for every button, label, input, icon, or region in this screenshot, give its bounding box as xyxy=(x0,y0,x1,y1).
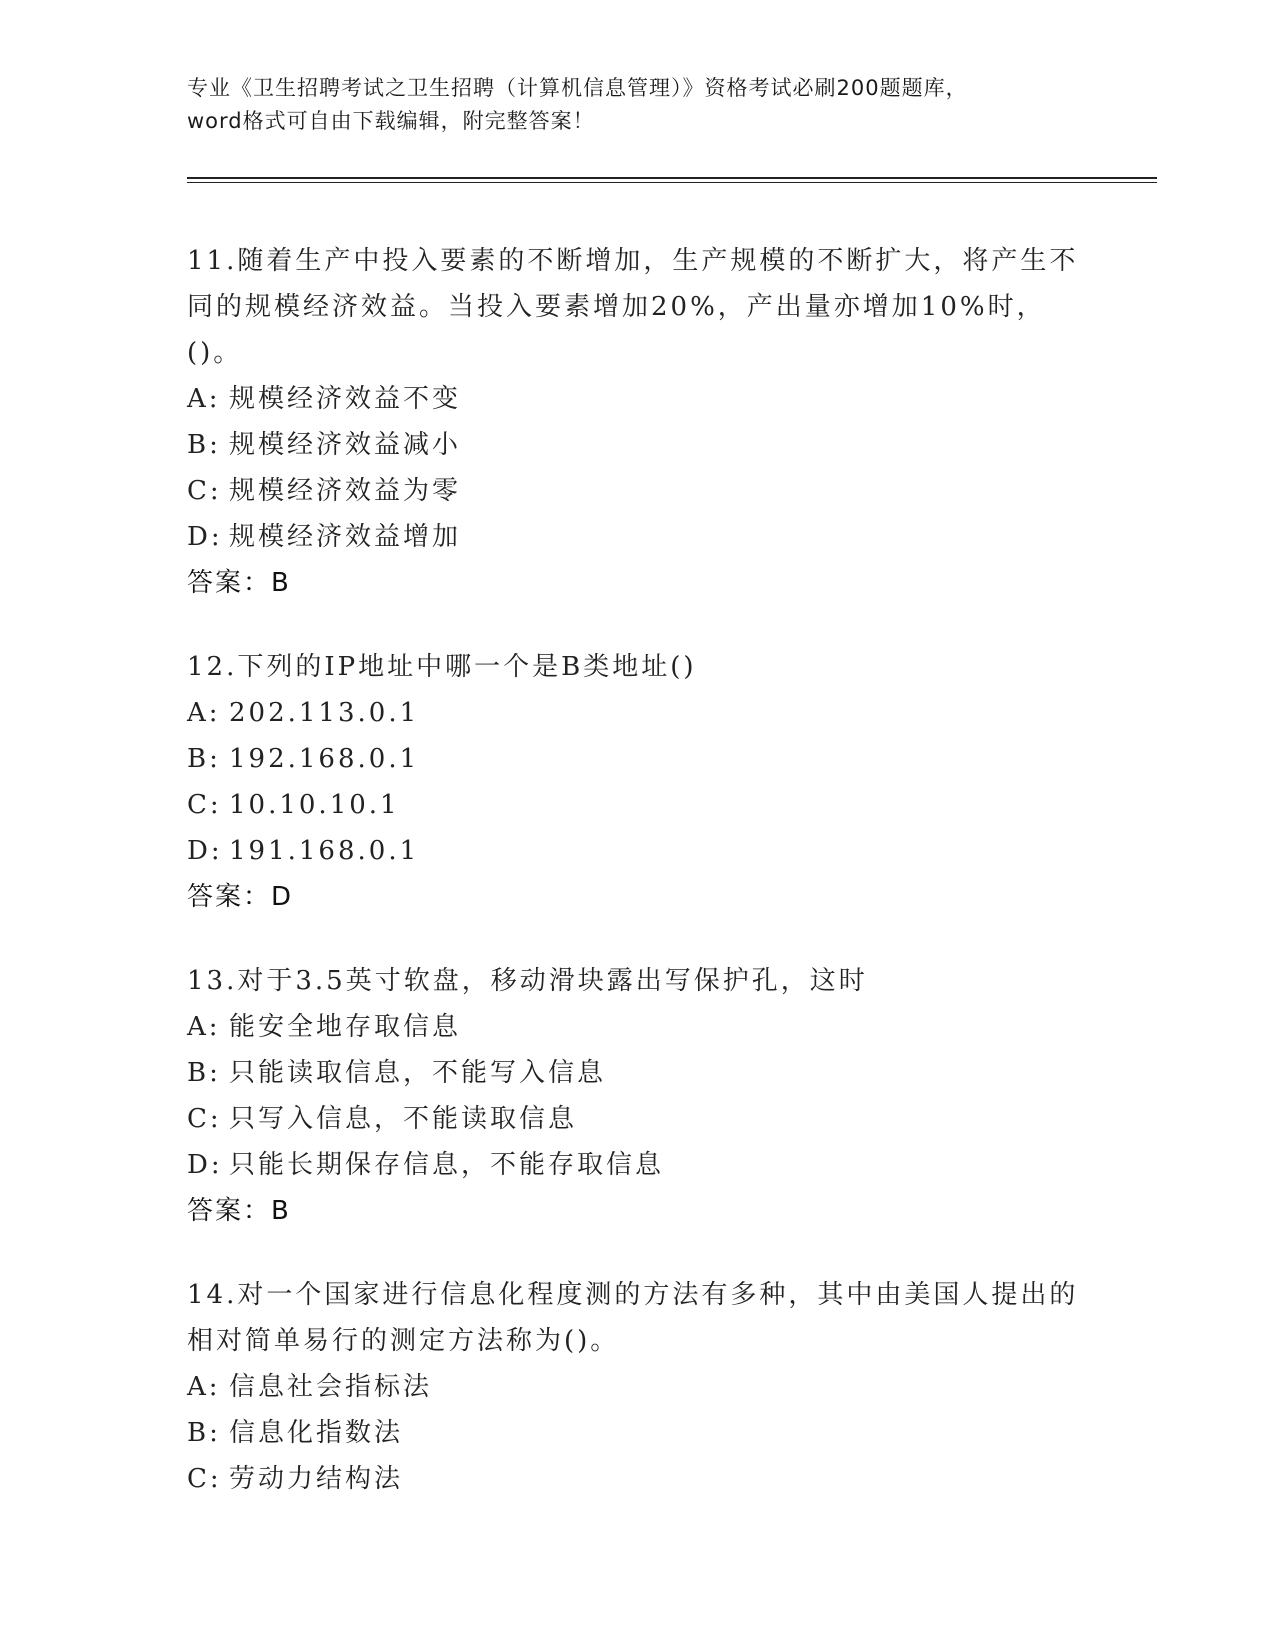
question-list xyxy=(187,238,1087,1540)
answer-line: 答案：B xyxy=(187,1196,291,1226)
option-text: 规模经济效益增加 xyxy=(229,522,462,552)
header-line-1: 专业《卫生招聘考试之卫生招聘（计算机信息管理）》资格考试必刷200题题库， xyxy=(187,76,968,100)
document-header xyxy=(187,72,1087,138)
option-text: 信息社会指标法 xyxy=(229,1372,433,1402)
option-label: C: xyxy=(187,1464,222,1494)
option-label: C: xyxy=(187,1104,222,1134)
option-label: A: xyxy=(187,1372,221,1402)
option-text: 只能长期保存信息，不能存取信息 xyxy=(229,1150,665,1180)
option-text: 只能读取信息，不能写入信息 xyxy=(229,1058,607,1088)
option-b xyxy=(187,422,1087,468)
question-stem-line: 12.下列的IP地址中哪一个是B类地址() xyxy=(187,652,697,682)
option-d xyxy=(187,1142,1087,1188)
option-text: 劳动力结构法 xyxy=(229,1464,404,1494)
option-a xyxy=(187,690,1087,736)
option-text: 规模经济效益为零 xyxy=(229,476,462,506)
option-text: 10.10.10.1 xyxy=(229,790,400,820)
question-item xyxy=(187,238,1087,606)
question-stem-line: 相对简单易行的测定方法称为()。 xyxy=(187,1326,620,1356)
answer-line: 答案：B xyxy=(187,568,291,598)
option-label: D: xyxy=(187,836,223,866)
question-item xyxy=(187,644,1087,920)
header-divider-thick xyxy=(187,177,1157,179)
option-label: D: xyxy=(187,522,223,552)
question-stem-line: 14.对一个国家进行信息化程度测的方法有多种，其中由美国人提出的 xyxy=(187,1280,1079,1310)
option-text: 192.168.0.1 xyxy=(229,744,420,774)
option-label: A: xyxy=(187,1012,221,1042)
option-c xyxy=(187,782,1087,828)
question-item xyxy=(187,958,1087,1234)
option-c xyxy=(187,1096,1087,1142)
option-label: C: xyxy=(187,476,222,506)
option-a xyxy=(187,376,1087,422)
header-line-2: word格式可自由下载编辑，附完整答案！ xyxy=(187,109,595,133)
question-stem-line: 13.对于3.5英寸软盘，移动滑块露出写保护孔，这时 xyxy=(187,966,868,996)
option-text: 规模经济效益不变 xyxy=(229,384,462,414)
question-item xyxy=(187,1272,1087,1502)
question-stem-line: 11.随着生产中投入要素的不断增加，生产规模的不断扩大，将产生不 xyxy=(187,246,1079,276)
option-label: B: xyxy=(187,1058,221,1088)
option-text: 能安全地存取信息 xyxy=(229,1012,462,1042)
option-c xyxy=(187,1456,1087,1502)
option-label: B: xyxy=(187,744,221,774)
option-label: A: xyxy=(187,698,221,728)
option-d xyxy=(187,514,1087,560)
option-label: B: xyxy=(187,1418,221,1448)
option-label: D: xyxy=(187,1150,223,1180)
option-text: 202.113.0.1 xyxy=(229,698,420,728)
answer-line: 答案：D xyxy=(187,882,294,912)
option-d xyxy=(187,828,1087,874)
option-text: 规模经济效益减小 xyxy=(229,430,462,460)
option-text: 191.168.0.1 xyxy=(229,836,420,866)
option-a xyxy=(187,1004,1087,1050)
header-divider-thin xyxy=(187,182,1157,183)
option-label: B: xyxy=(187,430,221,460)
option-text: 信息化指数法 xyxy=(229,1418,404,1448)
question-stem-line: 同的规模经济效益。当投入要素增加20%，产出量亦增加10%时，()。 xyxy=(187,292,1046,368)
option-a xyxy=(187,1364,1087,1410)
option-b xyxy=(187,1410,1087,1456)
option-b xyxy=(187,1050,1087,1096)
option-b xyxy=(187,736,1087,782)
option-text: 只写入信息，不能读取信息 xyxy=(229,1104,578,1134)
option-c xyxy=(187,468,1087,514)
option-label: C: xyxy=(187,790,222,820)
option-label: A: xyxy=(187,384,221,414)
